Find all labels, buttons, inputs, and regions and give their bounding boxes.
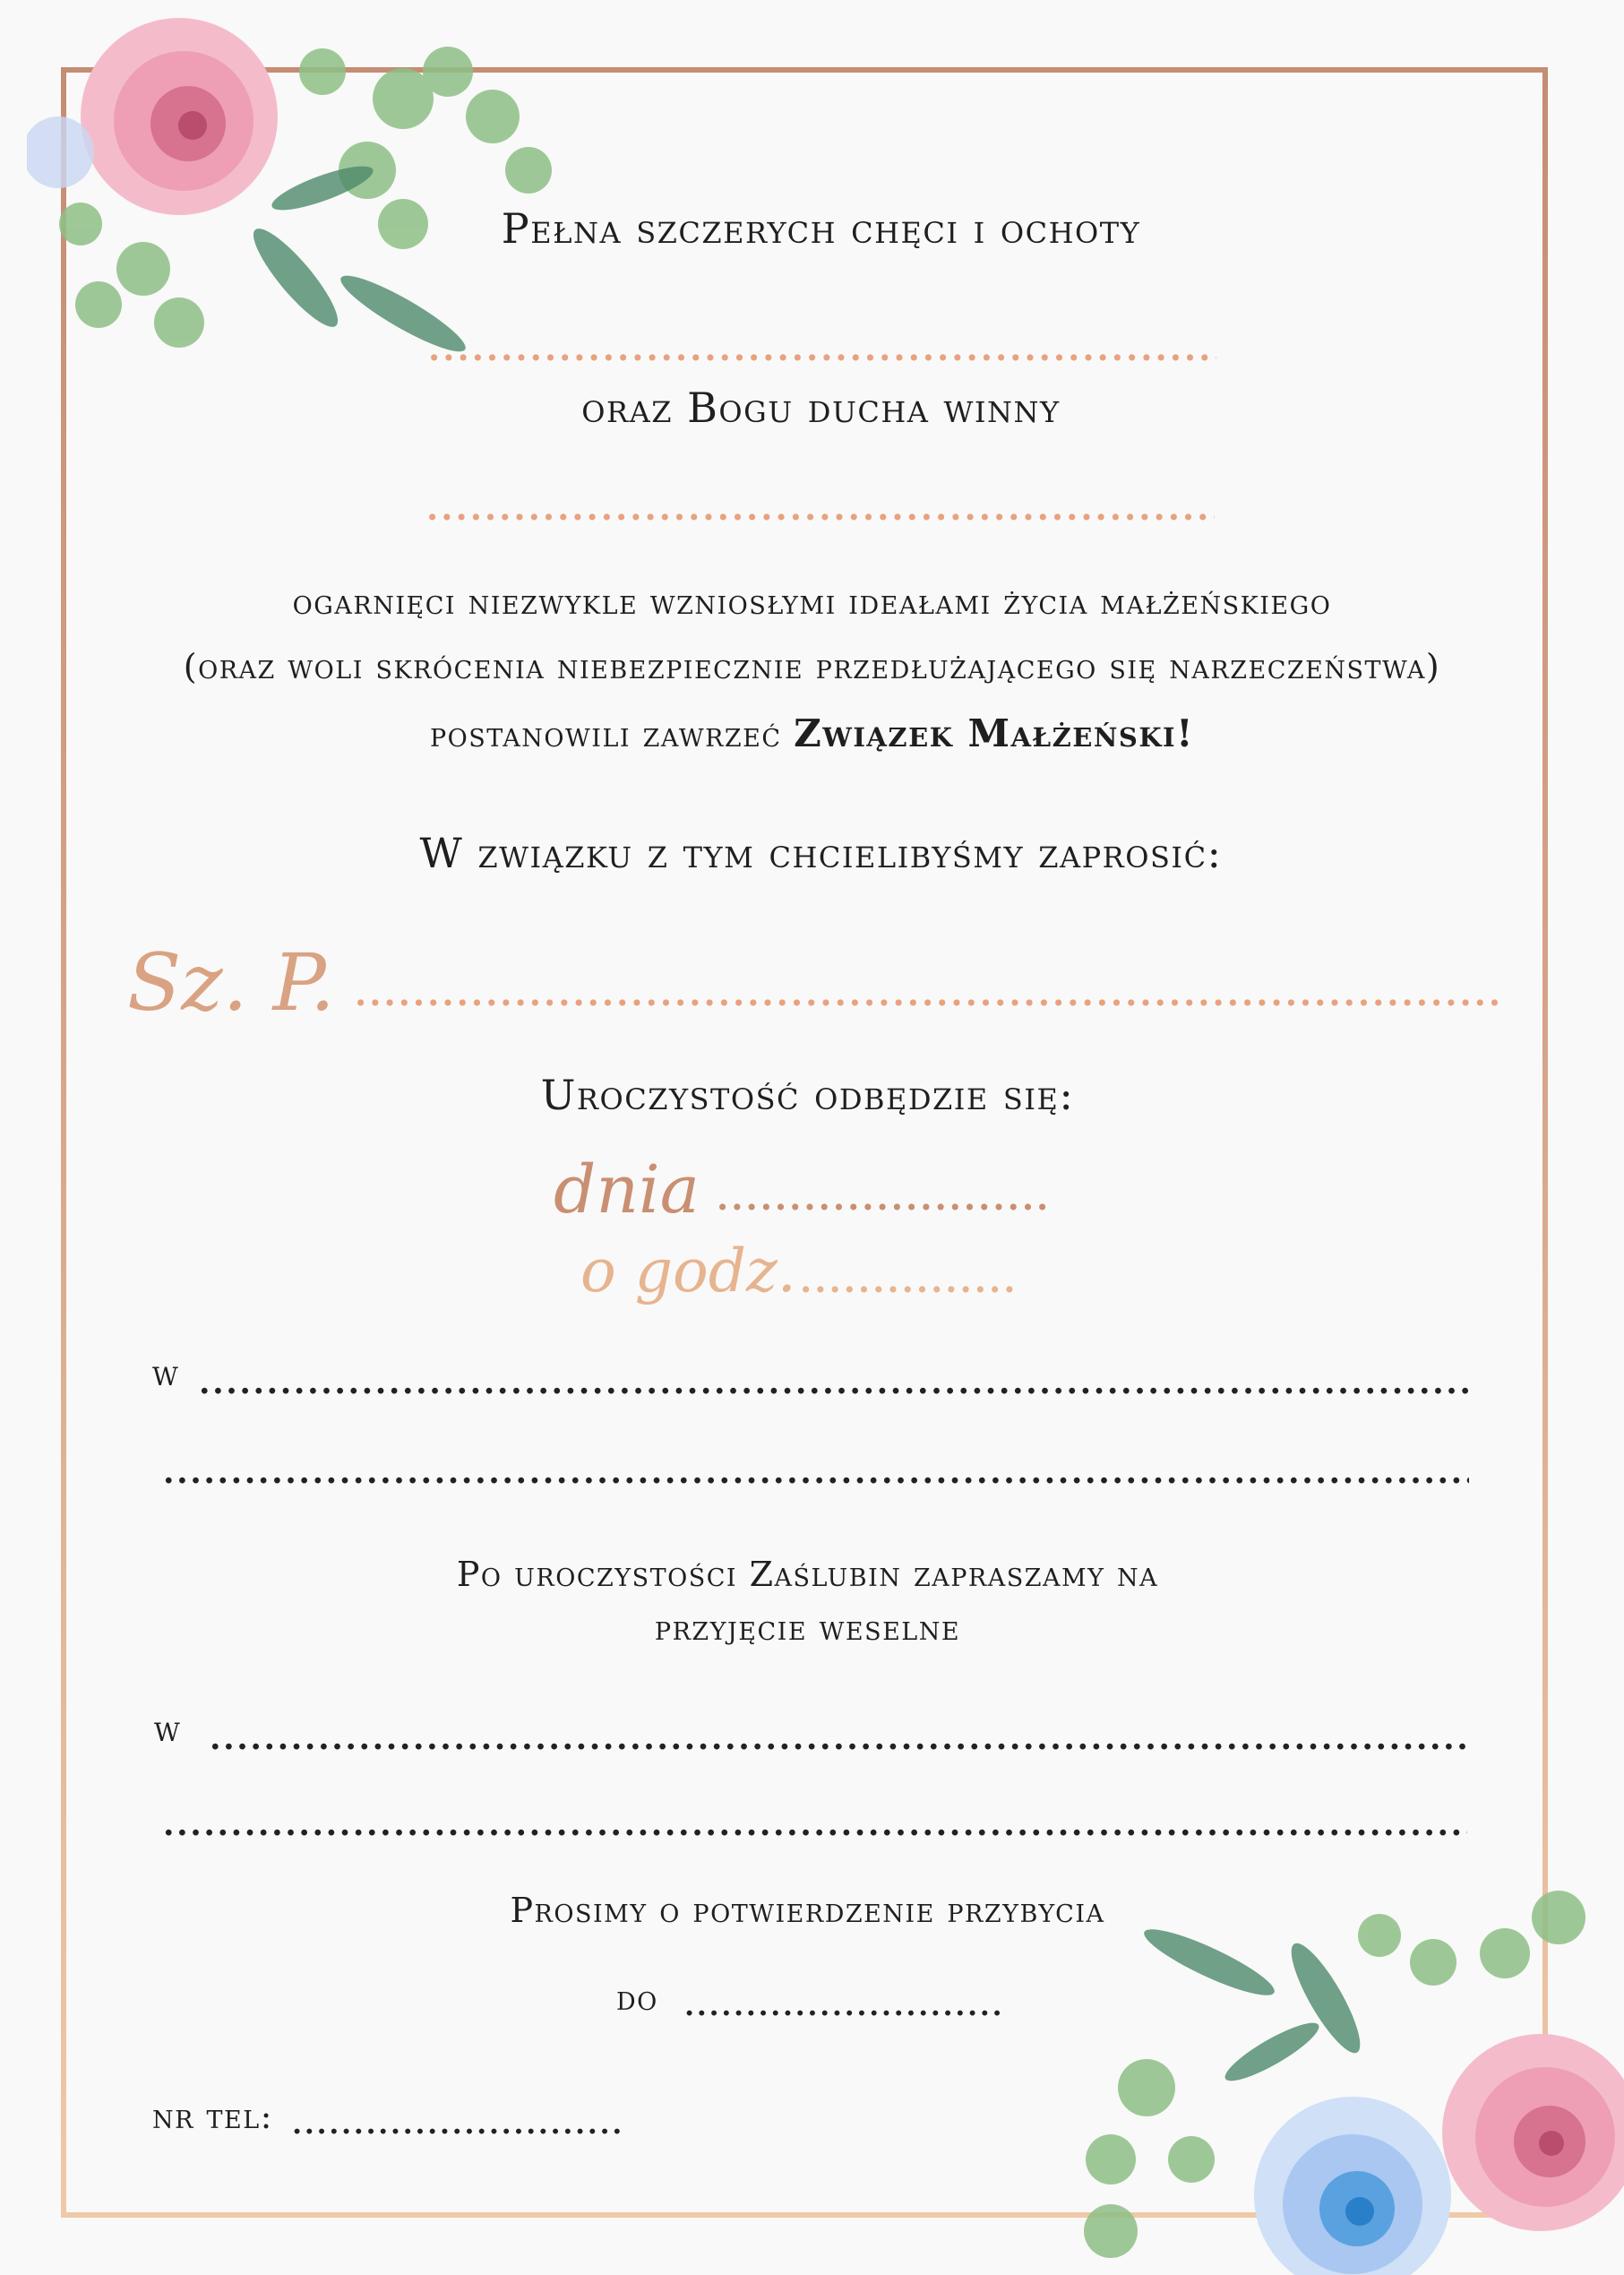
reception-line-2: przyjęcie weselne — [654, 1608, 961, 1648]
leaf — [1410, 1939, 1456, 1986]
dnia-label: dnia — [554, 1151, 700, 1228]
leaf — [75, 281, 122, 328]
heading-line-2: oraz Bogu ducha winny — [581, 383, 1061, 432]
paragraph-line-1: ogarnięci niezwykle wzniosłymi ideałami życia małżeńskiego — [292, 582, 1332, 622]
heading-line-1: Pełna szczerych chęci i ochoty — [501, 204, 1141, 253]
leaf — [1480, 1928, 1530, 1978]
leaf — [1168, 2136, 1215, 2183]
tel-label: nr tel: — [152, 2097, 273, 2136]
w-label-reception: w — [154, 1709, 180, 1750]
dotted-field-ceremony-place-1[interactable] — [199, 1366, 1469, 1399]
dotted-field-groom[interactable] — [428, 332, 1216, 366]
leaf — [1219, 2014, 1325, 2090]
dotted-field-rsvp-date[interactable] — [684, 1991, 1002, 2020]
paragraph-line-2: (oraz woli skrócenia niebezpiecznie przedłużającego się narzeczeństwa) — [183, 647, 1441, 686]
dotted-field-reception-place-1[interactable] — [210, 1722, 1467, 1754]
dotted-field-time[interactable] — [800, 1263, 1019, 1297]
dotted-field-guest[interactable] — [355, 977, 1499, 1011]
leaf — [154, 297, 204, 348]
dotted-field-ceremony-place-2[interactable] — [163, 1456, 1469, 1488]
leaf — [299, 48, 346, 95]
leaf — [1084, 2204, 1138, 2258]
leaf — [505, 147, 552, 194]
dotted-field-bride[interactable] — [426, 491, 1215, 525]
godz-label: o godz. — [580, 1237, 796, 1306]
leaf — [423, 47, 473, 97]
rose — [178, 111, 207, 140]
invite-line: W związku z tym chcielibyśmy zaprosić: — [419, 829, 1223, 877]
leaf — [466, 90, 520, 143]
sz-p-label: Sz. P. — [127, 936, 335, 1029]
pink-rose — [1539, 2131, 1564, 2156]
blue-rose — [1345, 2197, 1374, 2226]
dotted-field-reception-place-2[interactable] — [163, 1808, 1467, 1840]
paragraph-line-3-bold: Związek Małżeński! — [794, 711, 1195, 755]
leaf — [1086, 2134, 1136, 2185]
paragraph-line-3-prefix: postanowili zawrzeć — [429, 715, 782, 754]
dotted-field-phone[interactable] — [292, 2109, 623, 2138]
confirm-line: Prosimy o potwierdzenie przybycia — [510, 1891, 1105, 1930]
w-label-ceremony: w — [152, 1353, 178, 1394]
leaf — [1118, 2059, 1175, 2116]
ceremony-line: Uroczystość odbędzie się: — [540, 1071, 1075, 1119]
dotted-field-date[interactable] — [717, 1181, 1048, 1215]
reception-line-1: Po uroczystości Zaślubin zapraszamy na — [456, 1555, 1159, 1594]
paragraph-line-3 — [0, 711, 1624, 755]
leaf — [1139, 1919, 1281, 2006]
do-label: do — [616, 1978, 658, 2018]
